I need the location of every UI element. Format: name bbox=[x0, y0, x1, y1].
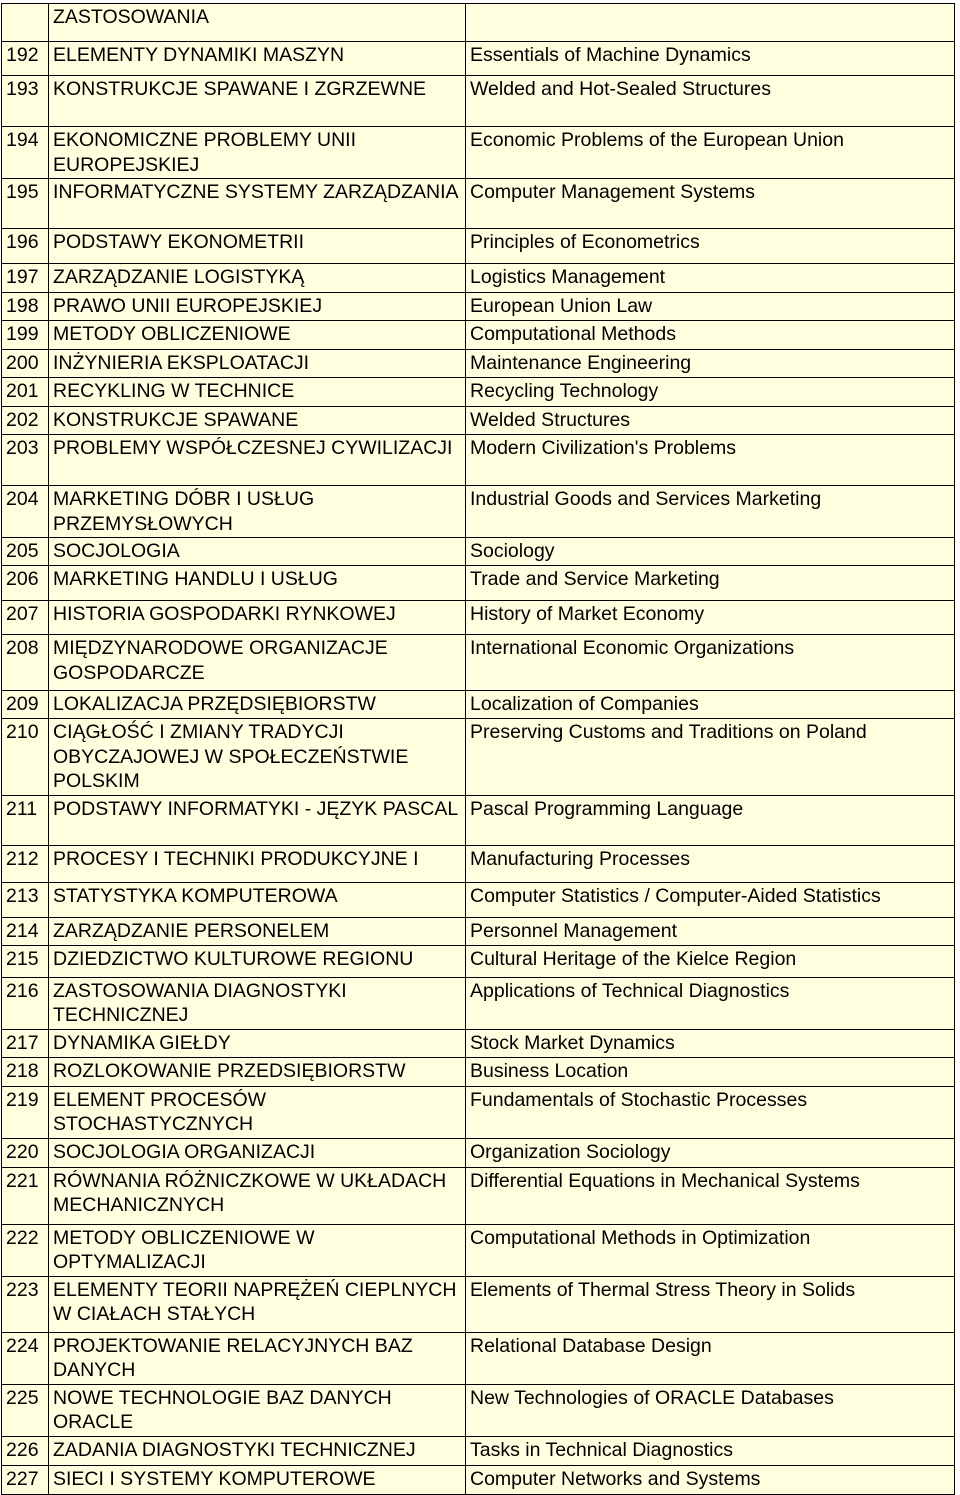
english-title-cell: Localization of Companies bbox=[466, 691, 955, 719]
english-title-cell: Maintenance Engineering bbox=[466, 350, 955, 378]
course-number-cell: 221 bbox=[2, 1167, 49, 1224]
table-row bbox=[2, 4, 955, 42]
english-title-cell: Stock Market Dynamics bbox=[466, 1029, 955, 1057]
table-row bbox=[2, 601, 955, 635]
table-row bbox=[2, 795, 955, 845]
polish-title-cell: MARKETING DÓBR I USŁUG PRZEMYSŁOWYCH bbox=[49, 486, 466, 538]
table-row bbox=[2, 76, 955, 127]
course-number-cell: 198 bbox=[2, 293, 49, 321]
course-number-cell: 201 bbox=[2, 378, 49, 407]
english-title-cell: Business Location bbox=[466, 1057, 955, 1086]
polish-title-cell: METODY OBLICZENIOWE W OPTYMALIZACJI bbox=[49, 1224, 466, 1276]
course-number-cell: 225 bbox=[2, 1384, 49, 1436]
table-row bbox=[2, 917, 955, 945]
english-title-cell: Tasks in Technical Diagnostics bbox=[466, 1436, 955, 1465]
course-number-cell: 224 bbox=[2, 1332, 49, 1384]
table-row bbox=[2, 566, 955, 601]
table-row bbox=[2, 1384, 955, 1436]
english-title-cell: Fundamentals of Stochastic Processes bbox=[466, 1086, 955, 1138]
polish-title-cell: ZASTOSOWANIA DIAGNOSTYKI TECHNICZNEJ bbox=[49, 977, 466, 1029]
polish-title-cell: ZARZĄDZANIE PERSONELEM bbox=[49, 917, 466, 945]
course-number-cell bbox=[2, 4, 49, 42]
table-row bbox=[2, 691, 955, 719]
table-row bbox=[2, 486, 955, 538]
course-number-cell: 199 bbox=[2, 321, 49, 350]
english-title-cell: Elements of Thermal Stress Theory in Solids bbox=[466, 1276, 955, 1332]
table-row bbox=[2, 1332, 955, 1384]
table-row bbox=[2, 1436, 955, 1465]
course-number-cell: 192 bbox=[2, 42, 49, 76]
table-row bbox=[2, 1465, 955, 1494]
polish-title-cell: SOCJOLOGIA ORGANIZACJI bbox=[49, 1138, 466, 1167]
english-title-cell: Essentials of Machine Dynamics bbox=[466, 42, 955, 76]
polish-title-cell: PROBLEMY WSPÓŁCZESNEJ CYWILIZACJI bbox=[49, 435, 466, 486]
table-row bbox=[2, 1029, 955, 1057]
course-table-body bbox=[2, 4, 955, 1495]
english-title-cell: Principles of Econometrics bbox=[466, 229, 955, 264]
course-number-cell: 195 bbox=[2, 179, 49, 229]
english-title-cell bbox=[466, 4, 955, 42]
polish-title-cell: SOCJOLOGIA bbox=[49, 538, 466, 566]
english-title-cell: Trade and Service Marketing bbox=[466, 566, 955, 601]
english-title-cell: Organization Sociology bbox=[466, 1138, 955, 1167]
table-row bbox=[2, 127, 955, 179]
polish-title-cell: INŻYNIERIA EKSPLOATACJI bbox=[49, 350, 466, 378]
table-row bbox=[2, 350, 955, 378]
table-row bbox=[2, 179, 955, 229]
table-row bbox=[2, 1167, 955, 1224]
polish-title-cell: NOWE TECHNOLOGIE BAZ DANYCH ORACLE bbox=[49, 1384, 466, 1436]
table-row bbox=[2, 882, 955, 917]
table-row bbox=[2, 378, 955, 407]
polish-title-cell: MIĘDZYNARODOWE ORGANIZACJE GOSPODARCZE bbox=[49, 635, 466, 691]
english-title-cell: Economic Problems of the European Union bbox=[466, 127, 955, 179]
course-number-cell: 226 bbox=[2, 1436, 49, 1465]
course-number-cell: 200 bbox=[2, 350, 49, 378]
table-row bbox=[2, 635, 955, 691]
course-number-cell: 214 bbox=[2, 917, 49, 945]
table-row bbox=[2, 845, 955, 882]
english-title-cell: Industrial Goods and Services Marketing bbox=[466, 486, 955, 538]
course-number-cell: 215 bbox=[2, 945, 49, 977]
table-row bbox=[2, 1276, 955, 1332]
course-number-cell: 219 bbox=[2, 1086, 49, 1138]
polish-title-cell: METODY OBLICZENIOWE bbox=[49, 321, 466, 350]
course-number-cell: 207 bbox=[2, 601, 49, 635]
table-row bbox=[2, 1057, 955, 1086]
english-title-cell: History of Market Economy bbox=[466, 601, 955, 635]
english-title-cell: Relational Database Design bbox=[466, 1332, 955, 1384]
table-row bbox=[2, 42, 955, 76]
course-table bbox=[1, 3, 955, 1495]
polish-title-cell: PROCESY I TECHNIKI PRODUKCYJNE I bbox=[49, 845, 466, 882]
course-number-cell: 196 bbox=[2, 229, 49, 264]
english-title-cell: Computational Methods bbox=[466, 321, 955, 350]
polish-title-cell: ROZLOKOWANIE PRZEDSIĘBIORSTW bbox=[49, 1057, 466, 1086]
course-number-cell: 216 bbox=[2, 977, 49, 1029]
table-row bbox=[2, 1224, 955, 1276]
course-number-cell: 211 bbox=[2, 795, 49, 845]
english-title-cell: Computational Methods in Optimization bbox=[466, 1224, 955, 1276]
course-number-cell: 208 bbox=[2, 635, 49, 691]
english-title-cell: Cultural Heritage of the Kielce Region bbox=[466, 945, 955, 977]
polish-title-cell: ZASTOSOWANIA bbox=[49, 4, 466, 42]
polish-title-cell: PODSTAWY EKONOMETRII bbox=[49, 229, 466, 264]
course-number-cell: 206 bbox=[2, 566, 49, 601]
course-number-cell: 193 bbox=[2, 76, 49, 127]
polish-title-cell: ELEMENTY TEORII NAPRĘŻEŃ CIEPLNYCH W CIAŁACH STAŁYCH bbox=[49, 1276, 466, 1332]
table-row bbox=[2, 407, 955, 435]
table-row bbox=[2, 435, 955, 486]
polish-title-cell: PODSTAWY INFORMATYKI - JĘZYK PASCAL bbox=[49, 795, 466, 845]
polish-title-cell: LOKALIZACJA PRZĘDSIĘBIORSTW bbox=[49, 691, 466, 719]
course-number-cell: 210 bbox=[2, 719, 49, 796]
table-row bbox=[2, 719, 955, 796]
polish-title-cell: MARKETING HANDLU I USŁUG bbox=[49, 566, 466, 601]
table-row bbox=[2, 264, 955, 293]
english-title-cell: New Technologies of ORACLE Databases bbox=[466, 1384, 955, 1436]
english-title-cell: Manufacturing Processes bbox=[466, 845, 955, 882]
polish-title-cell: INFORMATYCZNE SYSTEMY ZARZĄDZANIA bbox=[49, 179, 466, 229]
english-title-cell: European Union Law bbox=[466, 293, 955, 321]
english-title-cell: Applications of Technical Diagnostics bbox=[466, 977, 955, 1029]
table-row bbox=[2, 321, 955, 350]
course-number-cell: 194 bbox=[2, 127, 49, 179]
course-number-cell: 197 bbox=[2, 264, 49, 293]
polish-title-cell: EKONOMICZNE PROBLEMY UNII EUROPEJSKIEJ bbox=[49, 127, 466, 179]
course-number-cell: 203 bbox=[2, 435, 49, 486]
course-number-cell: 205 bbox=[2, 538, 49, 566]
polish-title-cell: PROJEKTOWANIE RELACYJNYCH BAZ DANYCH bbox=[49, 1332, 466, 1384]
polish-title-cell: KONSTRUKCJE SPAWANE bbox=[49, 407, 466, 435]
course-number-cell: 222 bbox=[2, 1224, 49, 1276]
course-number-cell: 202 bbox=[2, 407, 49, 435]
english-title-cell: Preserving Customs and Traditions on Poland bbox=[466, 719, 955, 796]
polish-title-cell: ELEMENTY DYNAMIKI MASZYN bbox=[49, 42, 466, 76]
english-title-cell: Computer Statistics / Computer-Aided Statistics bbox=[466, 882, 955, 917]
polish-title-cell: DZIEDZICTWO KULTUROWE REGIONU bbox=[49, 945, 466, 977]
course-number-cell: 223 bbox=[2, 1276, 49, 1332]
course-number-cell: 227 bbox=[2, 1465, 49, 1494]
polish-title-cell: ZARZĄDZANIE LOGISTYKĄ bbox=[49, 264, 466, 293]
english-title-cell: Recycling Technology bbox=[466, 378, 955, 407]
course-number-cell: 212 bbox=[2, 845, 49, 882]
polish-title-cell: CIĄGŁOŚĆ I ZMIANY TRADYCJI OBYCZAJOWEJ W SPOŁECZEŃSTWIE POLSKIM bbox=[49, 719, 466, 796]
polish-title-cell: KONSTRUKCJE SPAWANE I ZGRZEWNE bbox=[49, 76, 466, 127]
table-row bbox=[2, 229, 955, 264]
english-title-cell: Pascal Programming Language bbox=[466, 795, 955, 845]
english-title-cell: Computer Management Systems bbox=[466, 179, 955, 229]
english-title-cell: Welded and Hot-Sealed Structures bbox=[466, 76, 955, 127]
polish-title-cell: HISTORIA GOSPODARKI RYNKOWEJ bbox=[49, 601, 466, 635]
course-number-cell: 218 bbox=[2, 1057, 49, 1086]
polish-title-cell: ELEMENT PROCESÓW STOCHASTYCZNYCH bbox=[49, 1086, 466, 1138]
english-title-cell: International Economic Organizations bbox=[466, 635, 955, 691]
english-title-cell: Welded Structures bbox=[466, 407, 955, 435]
english-title-cell: Personnel Management bbox=[466, 917, 955, 945]
table-row bbox=[2, 293, 955, 321]
english-title-cell: Computer Networks and Systems bbox=[466, 1465, 955, 1494]
table-row bbox=[2, 538, 955, 566]
course-number-cell: 217 bbox=[2, 1029, 49, 1057]
table-row bbox=[2, 977, 955, 1029]
polish-title-cell: ZADANIA DIAGNOSTYKI TECHNICZNEJ bbox=[49, 1436, 466, 1465]
course-number-cell: 213 bbox=[2, 882, 49, 917]
table-row bbox=[2, 1086, 955, 1138]
polish-title-cell: PRAWO UNII EUROPEJSKIEJ bbox=[49, 293, 466, 321]
polish-title-cell: STATYSTYKA KOMPUTEROWA bbox=[49, 882, 466, 917]
english-title-cell: Modern Civilization's Problems bbox=[466, 435, 955, 486]
polish-title-cell: DYNAMIKA GIEŁDY bbox=[49, 1029, 466, 1057]
course-number-cell: 209 bbox=[2, 691, 49, 719]
polish-title-cell: RÓWNANIA RÓŻNICZKOWE W UKŁADACH MECHANICZNYCH bbox=[49, 1167, 466, 1224]
course-number-cell: 220 bbox=[2, 1138, 49, 1167]
table-row bbox=[2, 945, 955, 977]
table-row bbox=[2, 1138, 955, 1167]
english-title-cell: Logistics Management bbox=[466, 264, 955, 293]
course-number-cell: 204 bbox=[2, 486, 49, 538]
polish-title-cell: RECYKLING W TECHNICE bbox=[49, 378, 466, 407]
english-title-cell: Sociology bbox=[466, 538, 955, 566]
english-title-cell: Differential Equations in Mechanical Systems bbox=[466, 1167, 955, 1224]
polish-title-cell: SIECI I SYSTEMY KOMPUTEROWE bbox=[49, 1465, 466, 1494]
